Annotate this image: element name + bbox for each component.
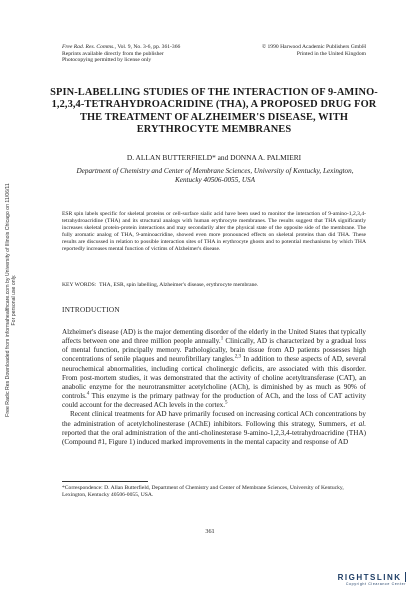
citation-ref: 5 bbox=[224, 400, 228, 406]
citation-ref: 4 bbox=[86, 391, 90, 397]
reprints-note: Reprints available directly from the publisher bbox=[62, 50, 164, 57]
introduction-body bbox=[62, 328, 366, 447]
journal-citation bbox=[62, 44, 180, 51]
author-affiliation: Department of Chemistry and Center of Membrane Sciences, University of Kentucky, Lexington, Kentucky 40506-0055, USA bbox=[76, 167, 354, 185]
rightslink-text: RIGHTSLINK bbox=[337, 572, 402, 582]
publisher-info bbox=[262, 44, 366, 57]
rightslink-subtext: Copyright Clearance Center bbox=[345, 582, 406, 586]
rightslink-bar-icon bbox=[405, 572, 407, 582]
journal-name: Free Rad. Res. Comms. bbox=[62, 44, 115, 50]
download-watermark-text: Free Radic Res Downloaded from informahealthcare.com by University of Illinois Chicago on 11/06/11 For personal use only. bbox=[5, 183, 17, 417]
keywords bbox=[62, 282, 366, 288]
correspondence-footnote: *Correspondence: D. Allan Butterfield, Department of Chemistry and Center of Membrane Sciences, University of Kentucky, Lexington, Kentucky 40506-0055, USA. bbox=[62, 485, 344, 498]
journal-volume: , Vol. 9, No. 3-6, pp. 361-366 bbox=[114, 44, 181, 50]
download-watermark bbox=[0, 150, 22, 450]
footnote-divider bbox=[62, 481, 148, 482]
keywords-list: THA, ESR, spin labelling, Alzheimer's disease, erythrocyte membrane. bbox=[99, 282, 259, 288]
page-number: 361 bbox=[205, 528, 215, 535]
paragraph: Alzheimer's disease (AD) is the major dementing disorder of the elderly in the United States that typically affects between one and three million people annually.$^1$ Clinically, AD is characterized by a gradual loss of mental function, principally memory. Pathologically, brain tissue from AD patients possesses high concentrations of senile plaques and neurofibrillary tangles.$^{2,3}$ In addition to these aspects of AD, several neurochemical abnormalities, including cortical cholinergic deficits, are associated with this disorder. From post-mortem studies, it was demonstrated that the activity of choline acetyltransferase (CAT), an anabolic enzyme for the neurotransmitter acetylcholine (ACh), is diminished by as much as 90% of controls.$^4$ This enzyme is the primary pathway for the production of ACh, and the loss of CAT activity could account for the decreased ACh levels in the cortex.$^5$ bbox=[62, 328, 366, 410]
article-authors: D. ALLAN BUTTERFIELD* and DONNA A. PALMIERI bbox=[126, 153, 302, 162]
citation-ref: 2,3 bbox=[234, 355, 241, 361]
journal-info bbox=[62, 44, 180, 64]
keywords-label: KEY WORDS: bbox=[62, 282, 97, 288]
citation-ref: 1 bbox=[220, 336, 224, 342]
photocopying-note: Photocopying permitted by license only bbox=[62, 57, 152, 64]
section-heading: INTRODUCTION bbox=[62, 306, 120, 314]
abstract: ESR spin labels specific for skeletal proteins or cell-surface sialic acid have been used to monitor the interaction of 9-amino-1,2,3,4-tetrahydroacridine (THA) and its structural analogs with human erythrocyte membranes. The results suggest that THA significantly increases skeletal protein-protein interactions and may secondarily alter the physical state of the opposite side of the membrane. The fully aromatic analog of THA, 9-aminoacridine, showed even more pronounced effects on skeletal proteins than did THA. These results are discussed in relation to possible interaction sites of THA in erythrocyte ghosts and to potential mechanisms by which THA reportedly increases mental function of victims of Alzheimer's disease. bbox=[62, 211, 366, 253]
copyright-line: © 1990 Harwood Academic Publishers GmbH bbox=[261, 44, 366, 50]
article-title: SPIN-LABELLING STUDIES OF THE INTERACTION OF 9-AMINO-1,2,3,4-TETRAHYDROACRIDINE (THA), A PROPOSED DRUG FOR THE TREATMENT OF ALZHEIMER'S DISEASE, WITH ERYTHROCYTE MEMBRANES bbox=[50, 87, 378, 136]
paragraph: Recent clinical treatments for AD have primarily focused on increasing cortical ACh concentrations by the administration of acetylcholinesterase (AChE) inhibitors. Following this strategy, Summers, et al. reported that the oral administration of the anti-cholinesterase 9-amino-1,2,3,4-tetrahydroacridine (THA) (Compound #1, Figure 1) induced marked improvements in the mental capacity and response of AD bbox=[62, 410, 367, 446]
rightslink-badge[interactable] bbox=[337, 571, 406, 586]
printed-line: Printed in the United Kingdom bbox=[296, 50, 366, 57]
